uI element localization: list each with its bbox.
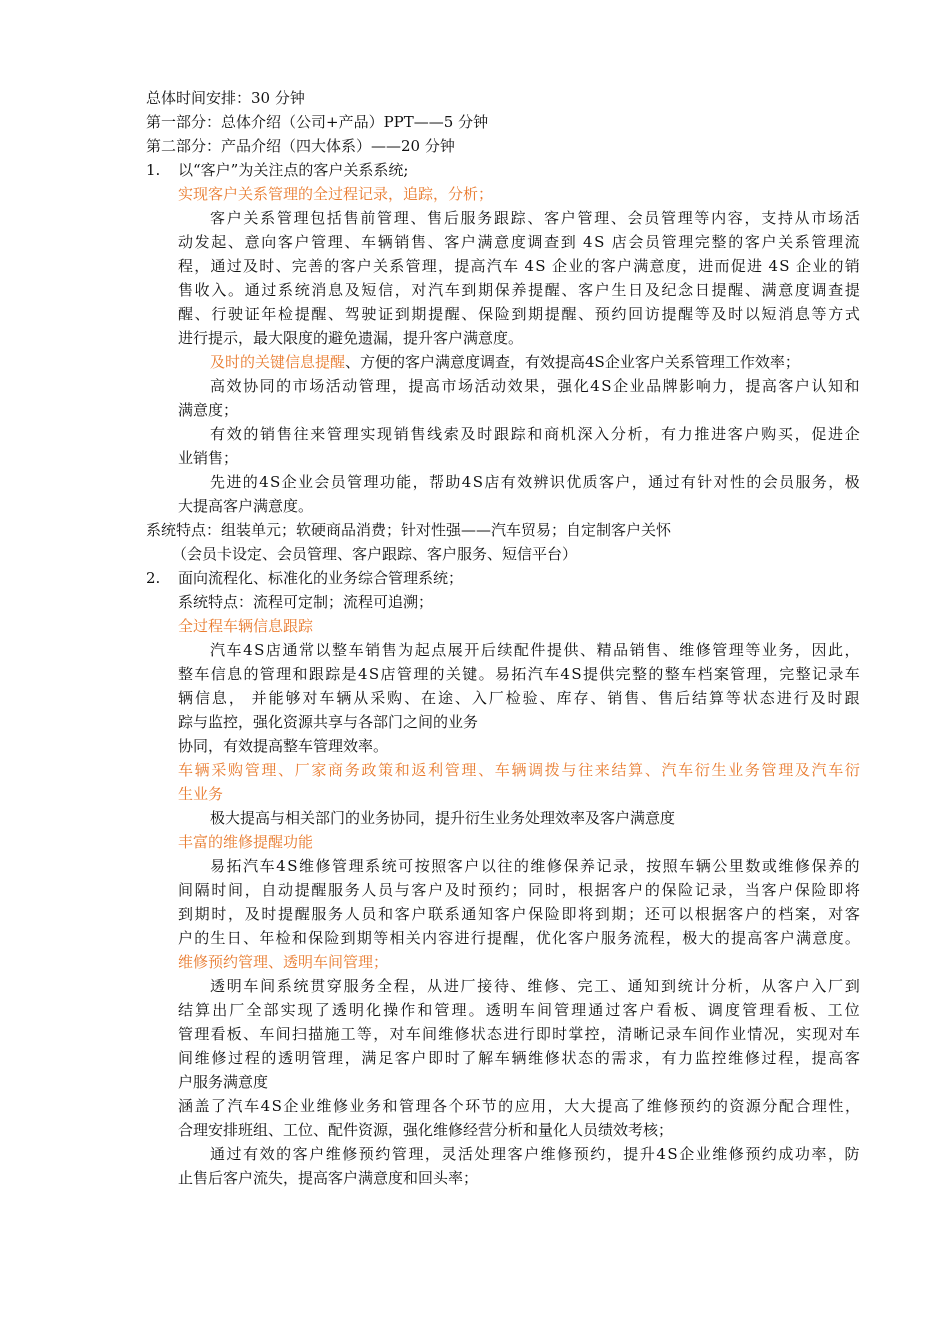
section1-highlight-2: 及时的关键信息提醒 (210, 353, 346, 371)
section2-para6-line: 通 过 有 效 的 客 户 维 修 预 约 管 理 ， 灵 活 处 理 客 户 维 修 预 约 ， 提 升 4 S 企 业 维 修 预 约 成 功 率 ， 防 (210, 1145, 860, 1163)
section2-para3-line: 易 拓 汽 车 4 S 维 修 管 理 系 统 可 按 照 客 户 以 往 的 维 修 保 养 记 录 ， 按 照 车 辆 公 里 数 或 维 修 保 养 的 (210, 857, 860, 875)
section2-features: 系统特点：流程可定制；流程可追溯； (178, 593, 434, 611)
section2-para4-line: 结 算 出 厂 全 部 实 现 了 透 明 化 操 作 和 管 理 。 透 明 车 间 管 理 通 过 客 户 看 板 、 调 度 管 理 看 板 、 工 位 (178, 1001, 860, 1019)
section2-para1-line: 汽 车 4 S 店 通 常 以 整 车 销 售 为 起 点 展 开 后 续 配 件 提 供 、 精 品 销 售 、 维 修 管 理 等 业 务 ， 因 此 ， (210, 641, 860, 659)
section1-para1-line: 客 户 关 系 管 理 包 括 售 前 管 理 、 售 后 服 务 跟 踪 、 客 户 管 理 、 会 员 管 理 等 内 容 ， 支 持 从 市 场 活 (210, 209, 860, 227)
section2-highlight-2-line: 生业务 (178, 785, 224, 803)
section2-para4-line: 透 明 车 间 系 统 贯 穿 服 务 全 程 ， 从 进 厂 接 待 、 维 修 、 完 工 、 通 知 到 统 计 分 析 ， 从 客 户 入 厂 到 (210, 977, 860, 995)
section2-para1-line: 整 车 信 息 的 管 理 和 跟 踪 是 4 S 店 管 理 的 关 键 。 易 拓 汽 车 4 S 提 供 完 整 的 整 车 档 案 管 理 ， 完 整 记 录 车 (178, 665, 860, 683)
section1-para4-line: 大提高客户满意度。 (178, 497, 314, 515)
section1-para1-line: 动 发 起 、 意 向 客 户 管 理 、 车 辆 销 售 、 客 户 满 意 度 调 查 到 4 S 店 会 员 管 理 完 整 的 客 户 关 系 管 理 流 (178, 233, 860, 251)
section2-para1-line: 协同，有效提高整车管理效率。 (178, 737, 389, 755)
section1-features: 系统特点：组装单元；软硬商品消费；针对性强——汽车贸易；自定制客户关怀 (146, 521, 672, 539)
section2-para5-line: 合理安排班组、工位、配件资源，强化维修经营分析和量化人员绩效考核； (178, 1121, 674, 1139)
total-time: 总体时间安排：30 分钟 (146, 89, 305, 107)
section1-para4-line: 先 进 的 4 S 企 业 会 员 管 理 功 能 ， 帮 助 4 S 店 有 效 辨 识 优 质 客 户 ， 通 过 有 针 对 性 的 会 员 服 务 ， 极 (210, 473, 860, 491)
part1-heading: 第一部分：总体介绍（公司+产品）PPT——5 分钟 (146, 113, 489, 131)
section2-para3-line: 到 期 时 ， 及 时 提 醒 服 务 人 员 和 客 户 联 系 通 知 客 户 保 险 即 将 到 期 ； 还 可 以 根 据 客 户 的 档 案 ， 对 客 (178, 905, 860, 923)
section2-highlight-1: 全过程车辆信息跟踪 (178, 617, 314, 635)
section2-para3-line: 间 隔 时 间 ， 自 动 提 醒 服 务 人 员 与 客 户 及 时 预 约 ； 同 时 ， 根 据 客 户 的 保 险 记 录 ， 当 客 户 保 险 即 将 (178, 881, 860, 899)
section2-para6-line: 止售后客户流失，提高客户满意度和回头率； (178, 1169, 479, 1187)
section1-para2-line: 满意度； (178, 401, 239, 419)
section1-para3-line: 有 效 的 销 售 往 来 管 理 实 现 销 售 线 索 及 时 跟 踪 和 商 机 深 入 分 析 ， 有 力 推 进 客 户 购 买 ， 促 进 企 (210, 425, 860, 443)
section1-highlight-1: 实现客户关系管理的全过程记录，追踪，分析； (178, 185, 494, 203)
section1-para1-line: 醒 、 行 驶 证 年 检 提 醒 、 驾 驶 证 到 期 提 醒 、 保 险 到 期 提 醒 、 预 约 回 访 提 醒 等 及 时 以 短 消 息 等 方 式 (178, 305, 860, 323)
section2-para2: 极大提高与相关部门的业务协同，提升衍生业务处理效率及客户满意度 (210, 809, 676, 827)
section2-highlight-4: 维修预约管理、透明车间管理； (178, 953, 389, 971)
part2-heading: 第二部分：产品介绍（四大体系）——20 分钟 (146, 137, 455, 155)
section2-highlight-2-line: 车 辆 采 购 管 理 、 厂 家 商 务 政 策 和 返 利 管 理 、 车 辆 调 拨 与 往 来 结 算 、 汽 车 衍 生 业 务 管 理 及 汽 车 衍 (178, 761, 860, 779)
section2-para4-line: 户服务满意度 (178, 1073, 269, 1091)
section2-para5-line: 涵 盖 了 汽 车 4 S 企 业 维 修 业 务 和 管 理 各 个 环 节 的 应 用 ， 大 大 提 高 了 维 修 预 约 的 资 源 分 配 合 理 性 ， (178, 1097, 860, 1115)
section1-para1-line: 进行提示，最大限度的避免遗漏，提升客户满意度。 (178, 329, 524, 347)
section1-highlight-2-line (210, 350, 800, 374)
section2-para1-line: 踪与监控，强化资源共享与各部门之间的业务 (178, 713, 479, 731)
section2-para3-line: 户 的 生 日 、 年 检 和 保 险 到 期 等 相 关 内 容 进 行 提 醒 ， 优 化 客 户 服 务 流 程 ， 极 大 的 提 高 客 户 满 意 度 。 (178, 929, 860, 947)
section2-para4-line: 间 维 修 过 程 的 透 明 管 理 ， 满 足 客 户 即 时 了 解 车 辆 维 修 状 态 的 需 求 ， 有 力 监 控 维 修 过 程 ， 提 高 客 (178, 1049, 860, 1067)
section1-number: 1. (146, 161, 161, 179)
section2-para4-line: 管 理 看 板 、 车 间 扫 描 施 工 等 ， 对 车 间 维 修 状 态 进 行 即 时 掌 控 ， 清 晰 记 录 车 间 作 业 情 况 ， 实 现 对 车 (178, 1025, 860, 1043)
section2-highlight-3: 丰富的维修提醒功能 (178, 833, 314, 851)
section1-para1-line: 售 收 入 。 通 过 系 统 消 息 及 短 信 ， 对 汽 车 到 期 保 养 提 醒 、 客 户 生 日 及 纪 念 日 提 醒 、 满 意 度 调 查 提 (178, 281, 860, 299)
section1-highlight-2-rest: 、方便的客户满意度调查，有效提高4S企业客户关系管理工作效率； (345, 353, 800, 371)
section1-features-sub: （会员卡设定、会员管理、客户跟踪、客户服务、短信平台） (172, 545, 578, 563)
section1-para1-line: 程 ， 通 过 及 时 、 完 善 的 客 户 关 系 管 理 ， 提 高 汽 车 4 S 企 业 的 客 户 满 意 度 ， 进 而 促 进 4 S 企 业 的 销 (178, 257, 860, 275)
section2-para1-line: 辆 信 息 ， 并 能 够 对 车 辆 从 采 购 、 在 途 、 入 厂 检 验 、 库 存 、 销 售 、 售 后 结 算 等 状 态 进 行 及 时 跟 (178, 689, 860, 707)
section2-number: 2. (146, 569, 161, 587)
section1-para3-line: 业销售； (178, 449, 239, 467)
section1-title: 以“客户”为关注点的客户关系系统; (178, 161, 409, 179)
section1-para2-line: 高 效 协 同 的 市 场 活 动 管 理 ， 提 高 市 场 活 动 效 果 ， 强 化 4 S 企 业 品 牌 影 响 力 ， 提 高 客 户 认 知 和 (210, 377, 860, 395)
section2-title: 面向流程化、标准化的业务综合管理系统； (178, 569, 464, 587)
